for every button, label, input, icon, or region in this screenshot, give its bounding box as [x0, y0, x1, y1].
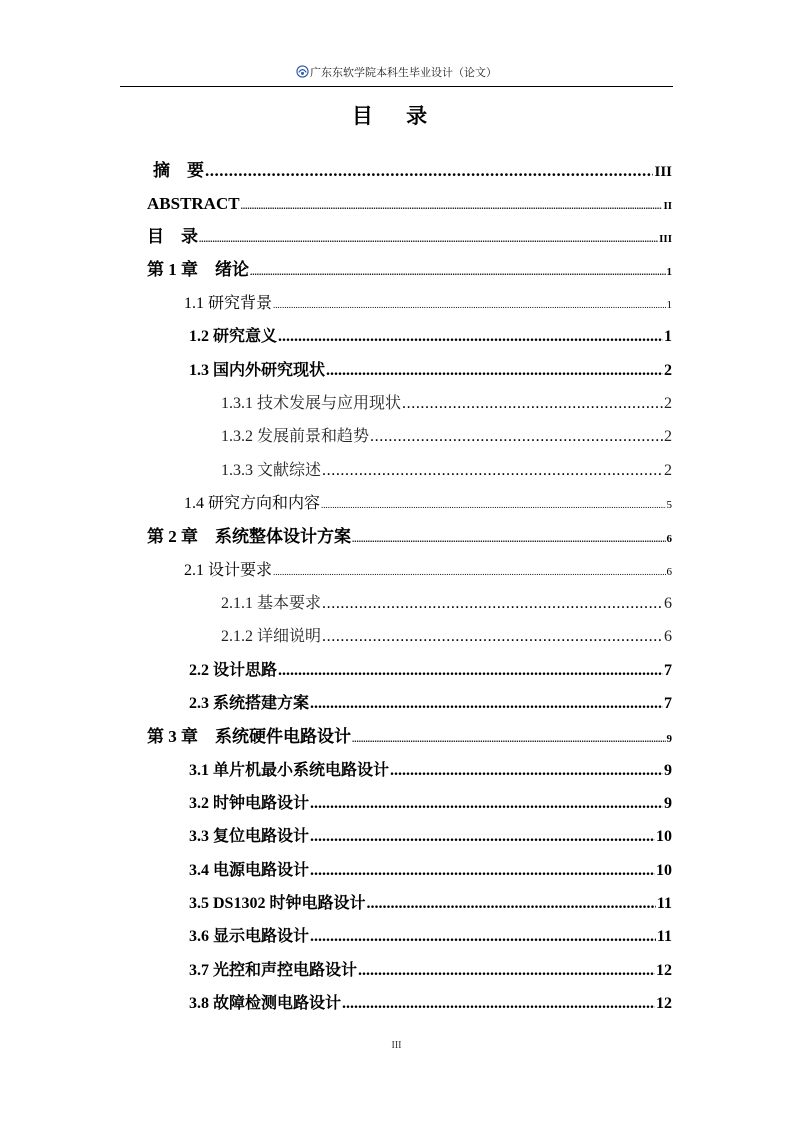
toc-entry-1-3[interactable] [189, 358, 672, 384]
toc-entry-3-2[interactable] [189, 791, 672, 817]
toc-entry-chapter-1[interactable] [147, 257, 672, 283]
toc-page: 10 [656, 862, 672, 879]
toc-leader [322, 591, 663, 617]
toc-page: III [654, 164, 672, 180]
toc-label: 1.3 国内外研究现状 [189, 362, 326, 379]
toc-entry-chapter-3[interactable] [147, 724, 672, 750]
toc-page: 2 [664, 428, 672, 445]
toc-label: 第 2 章 系统整体设计方案 [147, 527, 351, 546]
toc-leader [352, 726, 666, 752]
toc-entry-2-1[interactable] [184, 558, 672, 584]
toc-page: 9 [664, 795, 672, 812]
toc-entry-1-3-2[interactable] [221, 424, 672, 450]
toc-leader [322, 458, 663, 484]
page-header [120, 62, 673, 87]
toc-entry-1-3-3[interactable] [221, 458, 672, 484]
toc-page: 1 [664, 328, 672, 345]
toc-leader [310, 691, 663, 717]
toc-leader [205, 158, 653, 184]
page-title: 目 录 [351, 104, 442, 128]
toc-entry-3-3[interactable] [189, 824, 672, 850]
toc-label: 1.3.3 文献综述 [221, 462, 322, 479]
toc-label: 2.1 设计要求 [184, 562, 273, 579]
page-number: III [391, 1040, 402, 1051]
toc-leader [390, 758, 663, 784]
toc-label: 3.8 故障检测电路设计 [189, 995, 342, 1012]
toc-page: 6 [666, 566, 672, 578]
toc-entry-1-1[interactable] [184, 291, 672, 317]
toc-leader [352, 526, 666, 552]
toc-page: 1 [666, 266, 672, 278]
toc-page: 12 [656, 995, 672, 1012]
toc-entry-3-5[interactable] [189, 891, 672, 917]
toc-label: 2.3 系统搭建方案 [189, 695, 310, 712]
header-text: 广东东软学院本科生毕业设计（论文） [310, 67, 497, 79]
toc-label: 3.6 显示电路设计 [189, 928, 310, 945]
toc-entry-contents[interactable] [147, 224, 672, 250]
toc-label: 1.4 研究方向和内容 [184, 495, 321, 512]
toc-label: 第 3 章 系统硬件电路设计 [147, 727, 351, 746]
toc-leader [310, 924, 656, 950]
toc-page: 2 [664, 395, 672, 412]
toc-page: 11 [656, 928, 672, 945]
toc-label: ABSTRACT [147, 194, 240, 213]
toc-leader [358, 958, 655, 984]
toc-page: 9 [666, 733, 672, 745]
toc-label: 目 录 [147, 227, 198, 246]
toc-label: 3.4 电源电路设计 [189, 862, 310, 879]
toc-page: 6 [664, 595, 672, 612]
toc-leader [310, 824, 655, 850]
toc-label: 3.5 DS1302 时钟电路设计 [189, 895, 366, 912]
toc-entry-abstract-cn[interactable] [153, 158, 672, 184]
toc-label: 2.1.1 基本要求 [221, 595, 322, 612]
toc-leader [366, 891, 655, 917]
toc-label: 1.3.1 技术发展与应用现状 [221, 395, 402, 412]
toc-page: 6 [664, 628, 672, 645]
toc-page: 12 [656, 962, 672, 979]
toc-entry-1-4[interactable] [184, 491, 672, 517]
toc-entry-3-8[interactable] [189, 991, 672, 1017]
toc-page: 11 [656, 895, 672, 912]
toc-page: 2 [664, 462, 672, 479]
toc-leader [273, 559, 665, 585]
toc-label: 1.2 研究意义 [189, 328, 278, 345]
toc-page: III [659, 233, 672, 245]
toc-entry-3-7[interactable] [189, 958, 672, 984]
toc-label: 2.1.2 详细说明 [221, 628, 322, 645]
toc-leader [321, 492, 665, 518]
university-logo-icon [296, 65, 309, 78]
toc-label: 1.1 研究背景 [184, 295, 273, 312]
toc-page: 10 [656, 828, 672, 845]
toc-entry-2-2[interactable] [189, 658, 672, 684]
toc-page: II [663, 200, 672, 212]
toc-page: 2 [664, 362, 672, 379]
toc-page: 1 [666, 299, 672, 311]
toc-leader [278, 658, 663, 684]
toc-leader [310, 791, 663, 817]
toc-page: 6 [666, 533, 672, 545]
toc-leader [310, 858, 655, 884]
toc-entry-2-1-1[interactable] [221, 591, 672, 617]
toc-entry-2-3[interactable] [189, 691, 672, 717]
toc-entry-1-3-1[interactable] [221, 391, 672, 417]
toc-leader [322, 624, 663, 650]
toc-label: 2.2 设计思路 [189, 662, 278, 679]
toc-page: 7 [664, 662, 672, 679]
toc-leader [199, 226, 658, 252]
toc-label: 3.3 复位电路设计 [189, 828, 310, 845]
toc-label: 摘 要 [153, 161, 204, 180]
toc-entry-3-4[interactable] [189, 858, 672, 884]
toc-leader [273, 292, 665, 318]
toc-label: 3.2 时钟电路设计 [189, 795, 310, 812]
toc-label: 1.3.2 发展前景和趋势 [221, 428, 370, 445]
toc-leader [326, 358, 663, 384]
toc-page: 5 [666, 499, 672, 511]
toc-leader [402, 391, 663, 417]
toc-page: 9 [664, 762, 672, 779]
toc-leader [370, 424, 663, 450]
toc-leader [250, 259, 666, 285]
toc-entry-3-6[interactable] [189, 924, 672, 950]
toc-entry-abstract-en[interactable] [147, 191, 672, 217]
toc-label: 3.1 单片机最小系统电路设计 [189, 762, 390, 779]
toc-entry-chapter-2[interactable] [147, 524, 672, 550]
toc-page: 7 [664, 695, 672, 712]
toc-entry-3-1[interactable] [189, 758, 672, 784]
toc-leader [278, 324, 663, 350]
toc-label: 第 1 章 绪论 [147, 260, 249, 279]
toc-entry-1-2[interactable] [189, 324, 672, 350]
toc-leader [241, 193, 663, 219]
toc-leader [342, 991, 655, 1017]
toc-label: 3.7 光控和声控电路设计 [189, 962, 358, 979]
toc-entry-2-1-2[interactable] [221, 624, 672, 650]
